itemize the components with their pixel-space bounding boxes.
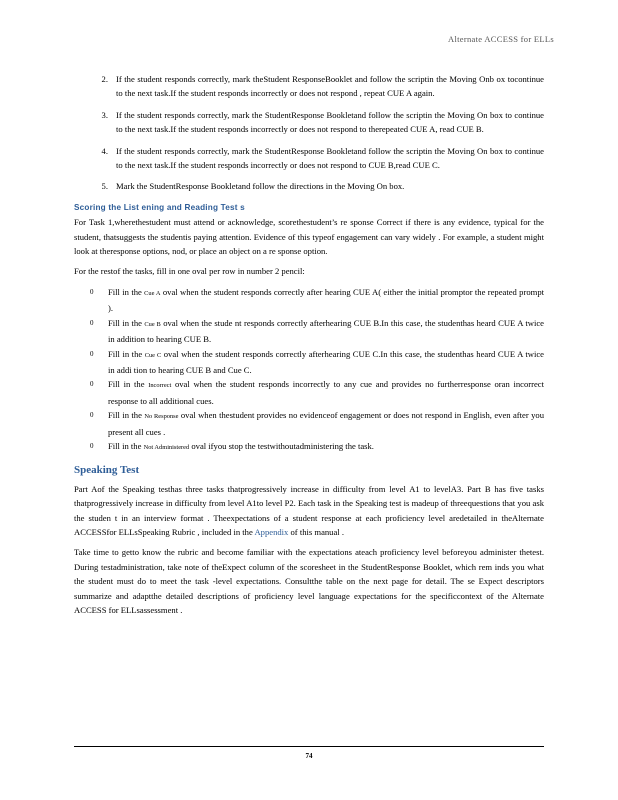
bullet-pre: Fill in the xyxy=(108,317,145,328)
list-item xyxy=(74,347,544,378)
bullet-symbol: 0 xyxy=(90,318,94,327)
bullet-symbol: 0 xyxy=(90,411,94,420)
speaking-paragraph xyxy=(74,482,544,540)
step-number: 4. xyxy=(101,145,108,156)
cue-code: Not Administered xyxy=(143,443,190,451)
cue-code: Cue C xyxy=(144,351,162,359)
bullet-text xyxy=(108,285,544,316)
rubric-paragraph: Take time to getto know the rubric and become familiar with the expectations ateach proficiency level beforeyou administer thetest. During testadministration, take note of theExpect column of the scoresheet in the StudentResponse Booklet, which rem inds you what the student must do to meet the task -level expectations. Consultthe table on the next page for detail. The se Expect descriptors summarize and adaptthe detailed descriptions of proficiency level language expectations for the specificcontext of the Alternate ACCESS for ELLsassessment . xyxy=(74,547,544,615)
bullet-post: oval when thestudent provides no evidenceof engagement or does not respond in English, even after you present all cues . xyxy=(108,410,545,437)
bullet-symbol: 0 xyxy=(90,380,94,389)
bullet-post: oval when the student responds correctly afterhearing CUE C.In this case, the studenthas heard CUE A twice in addi tion to hearing CUE B and Cue C. xyxy=(108,348,544,375)
step-text: If the student responds correctly, mark theStudent ResponseBooklet and follow the scriptin the Moving Onb ox tocontinue to the next task.If the student responds incorrectly or does not respond , repeat CUE A again. xyxy=(116,74,544,99)
bullet-pre: Fill in the xyxy=(108,348,145,359)
cue-code: Cue A xyxy=(144,289,161,297)
bullet-text xyxy=(108,377,544,408)
list-item xyxy=(74,377,544,408)
list-item xyxy=(74,408,544,439)
list-item xyxy=(74,72,544,101)
oval-instructions-list xyxy=(74,285,544,455)
step-text: If the student responds correctly, mark the StudentResponse Bookletand follow the scriptin the Moving On box to continue to the next task.If the student responds incorrectly or does not respond to CUE B,read CUE C. xyxy=(116,145,544,171)
bullet-post: oval ifyou stop the testwithoutadministering the task. xyxy=(189,440,374,451)
appendix-link[interactable]: Appendix xyxy=(254,526,289,537)
list-item xyxy=(74,179,544,193)
cue-code: Cue B xyxy=(144,320,161,328)
bullet-text xyxy=(108,439,544,455)
list-item xyxy=(74,108,544,137)
step-number: 3. xyxy=(101,109,108,120)
step-text: If the student responds correctly, mark the StudentResponse Bookletand follow the scriptin the Moving On box to continue to the next task.If the student responds incorrectly or does not respond to therepeated CUE A, read CUE B. xyxy=(116,109,544,135)
bullet-post: oval when the student responds incorrectly to any cue and provides no furtherresponse oran incorrect response to all additional cues. xyxy=(108,379,544,406)
bullet-pre: Fill in the xyxy=(108,379,149,390)
list-item xyxy=(74,439,544,455)
list-item xyxy=(74,144,544,173)
bullet-post: oval when the stude nt responds correctly afterhearing CUE B.In this case, the studenthas heard CUE A twice in addition to hearing CUE B. xyxy=(108,317,544,345)
scoring-heading: Scoring the List ening and Reading Test s xyxy=(74,202,245,212)
steps-list xyxy=(74,72,544,194)
bullet-text xyxy=(108,347,544,378)
task1-paragraph: For Task 1,wherethestudent must attend or acknowledge, scorethestudent’s re sponse Correct if there is any evidence, typical for the student, thatsuggests the studentis paying attention. Evidence of this typeof engagement can vary widely . For example, a student might look at theresponse options, nod, or place an object on a re sponse option. xyxy=(74,217,544,257)
bullet-text xyxy=(108,408,544,439)
bullet-symbol: 0 xyxy=(90,441,94,450)
bullet-symbol: 0 xyxy=(90,287,94,296)
bullet-text xyxy=(108,316,544,347)
page-number: 74 xyxy=(305,752,313,760)
step-text: Mark the StudentResponse Bookletand follow the directions in the Moving On box. xyxy=(116,181,405,192)
step-number: 5. xyxy=(101,181,108,192)
step-number: 2. xyxy=(101,74,108,84)
speaking-text-end: of this manual . xyxy=(288,526,344,537)
bullet-pre: Fill in the xyxy=(108,286,145,297)
bullet-symbol: 0 xyxy=(90,349,94,358)
rest-tasks-paragraph: For the restof the tasks, fill in one oval per row in number 2 pencil: xyxy=(74,266,305,277)
cue-code: No Response xyxy=(144,413,179,421)
speaking-text: Part Aof the Speaking testhas three tasks thatprogressively increase in difficulty from level A1 to levelA3. Part B has five tasks thatprogressively increase in difficulty from level A1to level P2. Each task in the Speaking test is madeup of threequestions that you ask the studen t in an interview format . Theexpectations of a student response at each proficiency level aredetailed in theAlternate ACCESSfor ELLsSpeaking Rubric , included in the xyxy=(74,483,544,537)
list-item xyxy=(74,285,544,316)
cue-code: Incorrect xyxy=(148,382,172,390)
bullet-pre: Fill in the xyxy=(108,440,144,451)
page-content xyxy=(74,72,544,623)
bullet-post: oval when the student responds correctly after hearing CUE A( either the initial promptor the repeated prompt ). xyxy=(108,286,545,314)
bullet-pre: Fill in the xyxy=(108,410,145,421)
speaking-heading: Speaking Test xyxy=(74,464,140,477)
list-item xyxy=(74,316,544,347)
footer-divider xyxy=(74,746,544,747)
running-header: Alternate ACCESS for ELLs xyxy=(448,34,554,44)
